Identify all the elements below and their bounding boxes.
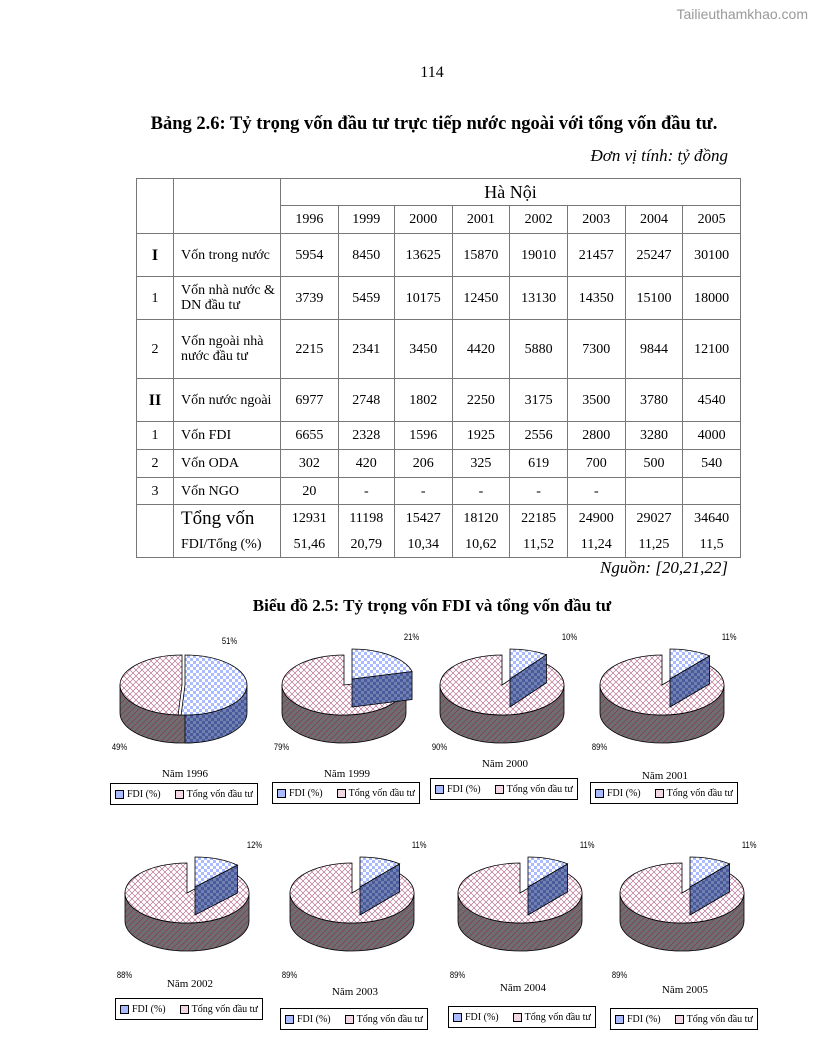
fdi-percent-label: 12%: [246, 840, 263, 851]
total-percent-label: 88%: [116, 970, 133, 981]
legend-label: FDI (%): [465, 1011, 499, 1023]
total-swatch-icon: [337, 789, 346, 798]
table-cell: 2341: [338, 320, 394, 379]
total-percent-label: 90%: [431, 742, 448, 753]
source-note: Nguồn: [20,21,22]: [600, 558, 728, 577]
table-cell: 19010: [510, 234, 568, 277]
region-header: Hà Nội: [281, 179, 741, 206]
table-cell: 6977: [281, 379, 339, 422]
pie-chart: [438, 840, 608, 1048]
legend-item-fdi: [277, 788, 323, 799]
pie-chart: [100, 636, 270, 840]
total-swatch-icon: [180, 1005, 189, 1014]
legend-item-fdi: [435, 784, 481, 795]
table-cell: 15100: [625, 277, 683, 320]
pie-legend: [430, 778, 578, 800]
row-label: FDI/Tổng (%): [174, 532, 281, 558]
legend-item-total: [655, 788, 733, 799]
legend-label: FDI (%): [297, 1013, 331, 1025]
table-row: [137, 478, 741, 505]
table-cell: 5459: [338, 277, 394, 320]
table-cell: -: [394, 478, 452, 505]
total-swatch-icon: [513, 1013, 522, 1022]
table-cell: 12450: [452, 277, 510, 320]
table-row: [137, 450, 741, 478]
row-label: Vốn nhà nước & DN đầu tư: [174, 277, 281, 320]
row-number: 1: [137, 422, 174, 450]
table-cell: 22185: [510, 505, 568, 532]
table-row: [137, 379, 741, 422]
pie-title: Năm 2001: [641, 770, 689, 782]
fdi-percent-label: 11%: [721, 632, 737, 643]
table-cell: 12100: [683, 320, 741, 379]
row-number: 1: [137, 277, 174, 320]
table-cell: 15870: [452, 234, 510, 277]
total-percent-label: 89%: [449, 970, 466, 981]
legend-item-total: [175, 789, 253, 800]
fdi-percent-label: 10%: [561, 632, 578, 643]
fdi-percent-label: 11%: [579, 840, 595, 851]
legend-item-fdi: [453, 1012, 499, 1023]
table-cell: 1802: [394, 379, 452, 422]
table-cell: 2556: [510, 422, 568, 450]
pie-title: Năm 1996: [161, 768, 209, 780]
total-swatch-icon: [495, 785, 504, 794]
fdi-percent-label: 11%: [411, 840, 427, 851]
table-row: [137, 532, 741, 558]
table-row: [137, 277, 741, 320]
table-cell: 18000: [683, 277, 741, 320]
table-cell: 20: [281, 478, 339, 505]
legend-item-fdi: [115, 789, 161, 800]
row-number: [137, 532, 174, 558]
legend-label: FDI (%): [447, 783, 481, 795]
fdi-swatch-icon: [615, 1015, 624, 1024]
total-percent-label: 49%: [111, 742, 128, 753]
table-cell: 20,79: [338, 532, 394, 558]
table-cell: 11198: [338, 505, 394, 532]
table-cell: [625, 478, 683, 505]
table-cell: 11,24: [567, 532, 625, 558]
table-cell: 2800: [567, 422, 625, 450]
total-percent-label: 89%: [281, 970, 298, 981]
total-percent-label: 89%: [591, 742, 608, 753]
legend-label: Tổng vốn đầu tư: [506, 783, 573, 795]
watermark: Tailieuthamkhao.com: [676, 6, 808, 22]
row-label: Vốn ODA: [174, 450, 281, 478]
year-header: 1996: [281, 206, 339, 234]
table-title: Bảng 2.6: Tỷ trọng vốn đầu tư trực tiếp nước ngoài với tổng vốn đầu tư.: [150, 114, 718, 134]
table-cell: 2250: [452, 379, 510, 422]
total-swatch-icon: [345, 1015, 354, 1024]
pie-chart: [580, 632, 750, 840]
table-cell: 10175: [394, 277, 452, 320]
row-number: [137, 505, 174, 532]
table-cell: 302: [281, 450, 339, 478]
table-cell: 9844: [625, 320, 683, 379]
row-number: 2: [137, 320, 174, 379]
table-cell: 30100: [683, 234, 741, 277]
legend-item-fdi: [120, 1004, 166, 1015]
table-cell: 18120: [452, 505, 510, 532]
legend-item-total: [513, 1012, 591, 1023]
table-cell: 8450: [338, 234, 394, 277]
legend-label: Tổng vốn đầu tư: [356, 1013, 423, 1025]
pie-legend: [110, 783, 258, 805]
row-number: 2: [137, 450, 174, 478]
total-percent-label: 89%: [611, 970, 628, 981]
table-row: [137, 505, 741, 532]
table-cell: 13625: [394, 234, 452, 277]
table-cell: 700: [567, 450, 625, 478]
legend-item-total: [495, 784, 573, 795]
legend-item-fdi: [595, 788, 641, 799]
row-number: II: [137, 379, 174, 422]
fdi-percent-label: 51%: [221, 636, 238, 647]
pie-chart: [262, 632, 432, 840]
table-cell: 1925: [452, 422, 510, 450]
header-no: [137, 179, 174, 234]
year-header: 2004: [625, 206, 683, 234]
table-cell: 7300: [567, 320, 625, 379]
table-cell: 4000: [683, 422, 741, 450]
total-swatch-icon: [175, 790, 184, 799]
year-header: 2003: [567, 206, 625, 234]
legend-label: FDI (%): [132, 1003, 166, 1015]
pie-title: Năm 2004: [499, 982, 547, 994]
table-cell: 29027: [625, 505, 683, 532]
fdi-swatch-icon: [115, 790, 124, 799]
legend-item-total: [180, 1004, 258, 1015]
pie-title: Năm 2000: [481, 758, 529, 770]
legend-label: FDI (%): [289, 787, 323, 799]
table-cell: 206: [394, 450, 452, 478]
pie-chart: [420, 632, 590, 840]
row-number: 3: [137, 478, 174, 505]
table-cell: 2215: [281, 320, 339, 379]
legend-item-total: [675, 1014, 753, 1025]
table-cell: 1596: [394, 422, 452, 450]
fdi-swatch-icon: [120, 1005, 129, 1014]
pie-title: Năm 1999: [323, 768, 371, 780]
table-cell: 3450: [394, 320, 452, 379]
table-cell: 3500: [567, 379, 625, 422]
header-label: [174, 179, 281, 234]
pie-chart: [600, 840, 770, 1048]
table-row: [137, 422, 741, 450]
pie-title: Năm 2005: [661, 984, 709, 996]
table-cell: 34640: [683, 505, 741, 532]
pie-legend: [115, 998, 263, 1020]
table-cell: 4540: [683, 379, 741, 422]
table-cell: [683, 478, 741, 505]
table-cell: 5954: [281, 234, 339, 277]
legend-label: Tổng vốn đầu tư: [348, 787, 415, 799]
table-cell: 420: [338, 450, 394, 478]
table-cell: 10,34: [394, 532, 452, 558]
unit-note: Đơn vị tính: tỷ đồng: [590, 146, 728, 165]
fdi-percent-label: 21%: [403, 632, 420, 643]
table-cell: 2748: [338, 379, 394, 422]
table-cell: 11,5: [683, 532, 741, 558]
table-cell: 2328: [338, 422, 394, 450]
legend-item-total: [337, 788, 415, 799]
table-cell: 3175: [510, 379, 568, 422]
pie-title: Năm 2003: [331, 986, 379, 998]
fdi-swatch-icon: [435, 785, 444, 794]
year-header: 1999: [338, 206, 394, 234]
table-cell: 5880: [510, 320, 568, 379]
investment-table: [136, 178, 741, 558]
total-swatch-icon: [655, 789, 664, 798]
row-label: Vốn trong nước: [174, 234, 281, 277]
table-cell: 25247: [625, 234, 683, 277]
pie-title: Năm 2002: [166, 978, 214, 990]
table-cell: 21457: [567, 234, 625, 277]
table-row: [137, 320, 741, 379]
pie-legend: [590, 782, 738, 804]
fdi-percent-label: 11%: [741, 840, 757, 851]
fdi-swatch-icon: [285, 1015, 294, 1024]
table-cell: 11,52: [510, 532, 568, 558]
legend-label: Tổng vốn đầu tư: [666, 787, 733, 799]
table-cell: 619: [510, 450, 568, 478]
year-header: 2005: [683, 206, 741, 234]
table-cell: 10,62: [452, 532, 510, 558]
row-label: Vốn nước ngoài: [174, 379, 281, 422]
table-cell: -: [567, 478, 625, 505]
legend-label: Tổng vốn đầu tư: [686, 1013, 753, 1025]
table-cell: 500: [625, 450, 683, 478]
legend-label: Tổng vốn đầu tư: [191, 1003, 258, 1015]
table-cell: -: [338, 478, 394, 505]
table-cell: 3780: [625, 379, 683, 422]
table-cell: 6655: [281, 422, 339, 450]
fdi-swatch-icon: [453, 1013, 462, 1022]
pie-legend: [610, 1008, 758, 1030]
table-cell: 3280: [625, 422, 683, 450]
pie-chart: [270, 840, 440, 1048]
total-swatch-icon: [675, 1015, 684, 1024]
table-cell: 24900: [567, 505, 625, 532]
year-header: 2002: [510, 206, 568, 234]
year-header: 2001: [452, 206, 510, 234]
table-cell: 51,46: [281, 532, 339, 558]
page-number: 114: [420, 64, 444, 81]
chart-caption: Biểu đồ 2.5: Tỷ trọng vốn FDI và tổng vốn đầu tư: [252, 596, 612, 615]
row-label: Tổng vốn: [174, 505, 281, 532]
pie-legend: [280, 1008, 428, 1030]
table-cell: 11,25: [625, 532, 683, 558]
table-cell: 14350: [567, 277, 625, 320]
fdi-swatch-icon: [595, 789, 604, 798]
legend-label: Tổng vốn đầu tư: [524, 1011, 591, 1023]
fdi-swatch-icon: [277, 789, 286, 798]
row-label: Vốn NGO: [174, 478, 281, 505]
legend-label: Tổng vốn đầu tư: [186, 788, 253, 800]
table-cell: 3739: [281, 277, 339, 320]
row-label: Vốn ngoài nhà nước đầu tư: [174, 320, 281, 379]
pie-legend: [448, 1006, 596, 1028]
table-cell: 325: [452, 450, 510, 478]
row-label: Vốn FDI: [174, 422, 281, 450]
total-percent-label: 79%: [273, 742, 290, 753]
pie-legend: [272, 782, 420, 804]
table-cell: -: [452, 478, 510, 505]
legend-label: FDI (%): [627, 1013, 661, 1025]
legend-label: FDI (%): [127, 788, 161, 800]
table-cell: 4420: [452, 320, 510, 379]
table-cell: 15427: [394, 505, 452, 532]
row-number: I: [137, 234, 174, 277]
legend-item-total: [345, 1014, 423, 1025]
table-cell: -: [510, 478, 568, 505]
legend-item-fdi: [615, 1014, 661, 1025]
table-cell: 540: [683, 450, 741, 478]
legend-label: FDI (%): [607, 787, 641, 799]
legend-item-fdi: [285, 1014, 331, 1025]
table-cell: 13130: [510, 277, 568, 320]
year-header: 2000: [394, 206, 452, 234]
table-row: [137, 234, 741, 277]
pie-chart: [105, 840, 275, 1048]
table-cell: 12931: [281, 505, 339, 532]
